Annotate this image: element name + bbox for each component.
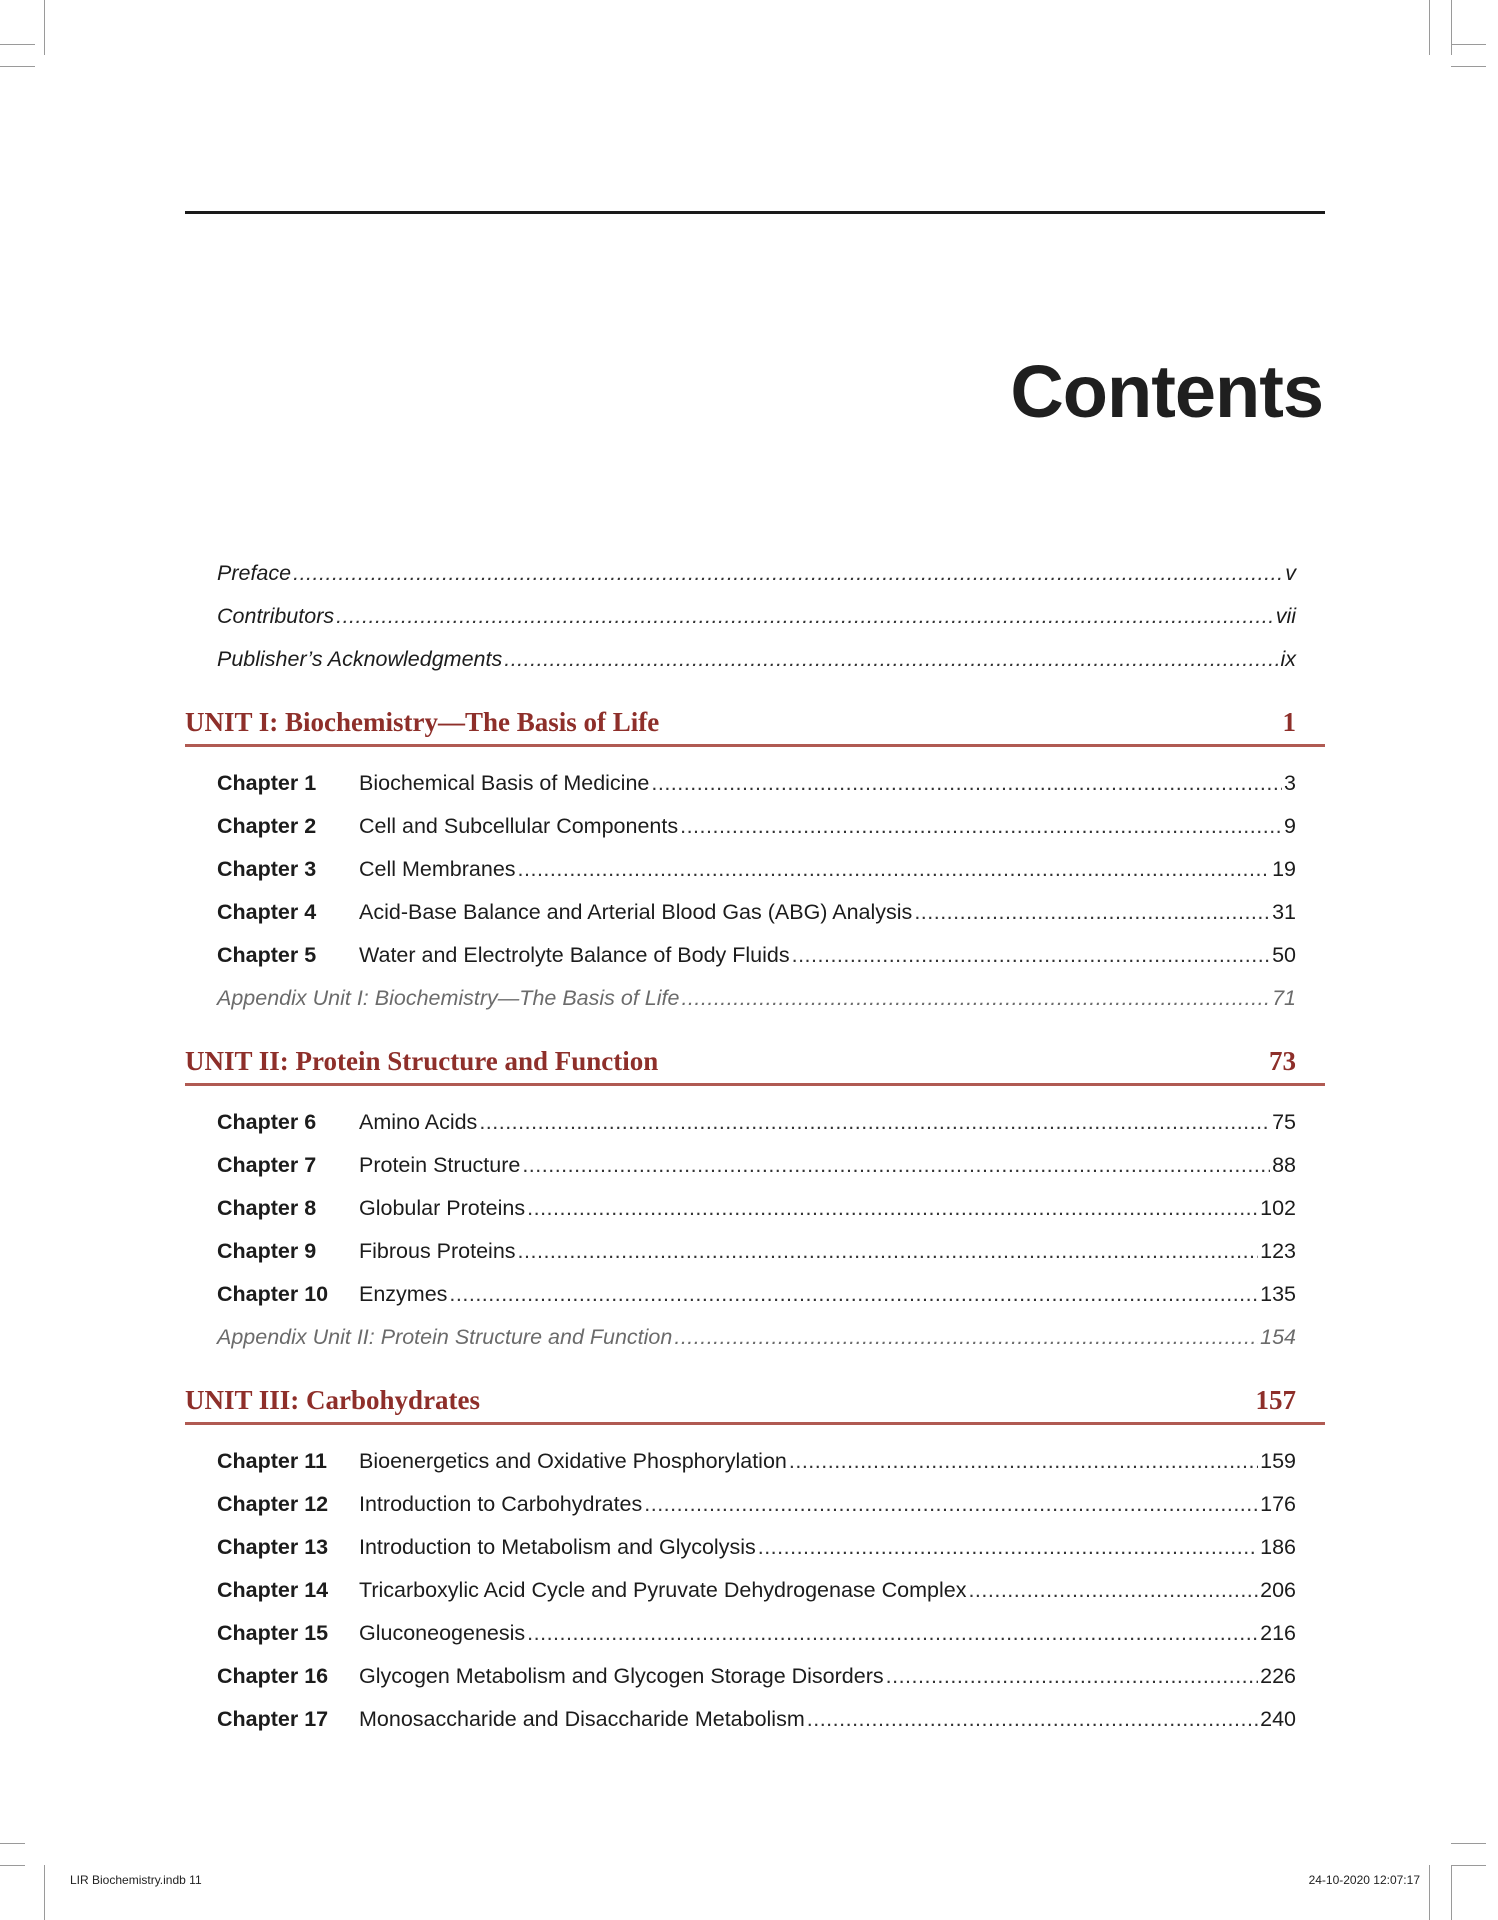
leader-dots (807, 1698, 1258, 1741)
leader-dots (527, 1187, 1258, 1230)
chapter-entry[interactable] (185, 1569, 1325, 1612)
chapter-page: 50 (1272, 943, 1296, 967)
leader-dots (968, 1569, 1258, 1612)
crop-mark (1451, 0, 1452, 55)
chapter-entry[interactable] (185, 1144, 1325, 1187)
unit-title: UNIT III: Carbohydrates (185, 1385, 481, 1415)
chapter-number: Chapter 2 (217, 814, 317, 838)
chapter-title: Protein Structure (359, 1153, 521, 1177)
chapter-page: 88 (1272, 1153, 1296, 1177)
chapter-title: Biochemical Basis of Medicine (359, 771, 650, 795)
crop-mark (1429, 1865, 1430, 1920)
unit-page: 157 (1255, 1385, 1296, 1415)
chapter-number: Chapter 5 (217, 943, 317, 967)
footer-file-info: LIR Biochemistry.indb 11 (70, 1873, 202, 1887)
footer-timestamp: 24-10-2020 12:07:17 (1308, 1873, 1420, 1887)
leader-dots (522, 1144, 1270, 1187)
crop-mark (1429, 0, 1430, 55)
chapter-page: 206 (1260, 1578, 1296, 1602)
chapter-title: Monosaccharide and Disaccharide Metabolism (359, 1707, 805, 1731)
page-title: Contents (1010, 350, 1323, 433)
chapter-entry[interactable] (185, 805, 1325, 848)
chapter-number: Chapter 13 (217, 1535, 329, 1559)
chapter-title: Enzymes (359, 1282, 448, 1306)
crop-mark (0, 66, 35, 67)
leader-dots (651, 762, 1282, 805)
chapter-number: Chapter 12 (217, 1492, 329, 1516)
leader-dots (789, 1440, 1258, 1483)
chapter-entry[interactable] (185, 1526, 1325, 1569)
chapter-title: Globular Proteins (359, 1196, 526, 1220)
chapter-entry[interactable] (185, 934, 1325, 977)
chapter-title: Acid-Base Balance and Arterial Blood Gas (ABG) Analysis (359, 900, 913, 924)
unit-heading[interactable] (185, 700, 1325, 747)
unit-page: 73 (1269, 1046, 1296, 1076)
chapter-entry[interactable] (185, 1483, 1325, 1526)
chapter-entry[interactable] (185, 1612, 1325, 1655)
chapter-entry[interactable] (185, 762, 1325, 805)
entry-page: ix (1280, 647, 1296, 671)
toc-entry-preface[interactable] (185, 552, 1325, 595)
crop-mark (1451, 66, 1486, 67)
chapter-page: 135 (1260, 1282, 1296, 1306)
chapter-page: 123 (1260, 1239, 1296, 1263)
chapter-number: Chapter 7 (217, 1153, 317, 1177)
crop-mark (1451, 1865, 1486, 1866)
leader-dots (644, 1483, 1258, 1526)
crop-mark (1451, 1865, 1452, 1920)
table-of-contents (185, 552, 1325, 1741)
chapter-title: Amino Acids (359, 1110, 478, 1134)
leader-dots (479, 1101, 1270, 1144)
leader-dots (518, 1230, 1259, 1273)
entry-title: Publisher’s Acknowledgments (217, 647, 503, 671)
chapter-page: 75 (1272, 1110, 1296, 1134)
unit-heading[interactable] (185, 1378, 1325, 1425)
unit-heading[interactable] (185, 1039, 1325, 1086)
unit-title: UNIT II: Protein Structure and Function (185, 1046, 659, 1076)
leader-dots (914, 891, 1270, 934)
leader-dots (504, 638, 1278, 681)
chapter-number: Chapter 14 (217, 1578, 329, 1602)
leader-dots (758, 1526, 1258, 1569)
leader-dots (792, 934, 1270, 977)
entry-title: Preface (217, 561, 292, 585)
chapter-number: Chapter 10 (217, 1282, 329, 1306)
leader-dots (681, 977, 1270, 1020)
chapter-number: Chapter 6 (217, 1110, 317, 1134)
appendix-page: 71 (1272, 986, 1296, 1010)
chapter-entry[interactable] (185, 1101, 1325, 1144)
chapter-entry[interactable] (185, 1187, 1325, 1230)
chapter-page: 216 (1260, 1621, 1296, 1645)
chapter-title: Cell and Subcellular Components (359, 814, 679, 838)
chapter-title: Gluconeogenesis (359, 1621, 526, 1645)
appendix-title: Appendix Unit II: Protein Structure and Function (217, 1325, 673, 1349)
chapter-number: Chapter 4 (217, 900, 317, 924)
crop-mark (1451, 44, 1486, 45)
entry-page: v (1285, 561, 1296, 585)
chapter-number: Chapter 8 (217, 1196, 317, 1220)
leader-dots (449, 1273, 1258, 1316)
chapter-entry[interactable] (185, 891, 1325, 934)
crop-mark (0, 1865, 25, 1866)
chapter-page: 186 (1260, 1535, 1296, 1559)
chapter-title: Fibrous Proteins (359, 1239, 516, 1263)
appendix-entry[interactable] (185, 977, 1325, 1020)
leader-dots (886, 1655, 1259, 1698)
chapter-number: Chapter 1 (217, 771, 317, 795)
chapter-title: Water and Electrolyte Balance of Body Fluids (359, 943, 790, 967)
chapter-title: Tricarboxylic Acid Cycle and Pyruvate Dehydrogenase Complex (359, 1578, 967, 1602)
chapter-entry[interactable] (185, 1230, 1325, 1273)
unit-title: UNIT I: Biochemistry—The Basis of Life (185, 707, 660, 737)
appendix-title: Appendix Unit I: Biochemistry—The Basis of Life (217, 986, 680, 1010)
chapter-page: 176 (1260, 1492, 1296, 1516)
chapter-entry[interactable] (185, 1273, 1325, 1316)
top-rule (185, 211, 1325, 214)
leader-dots (674, 1316, 1258, 1359)
chapter-page: 226 (1260, 1664, 1296, 1688)
leader-dots (518, 848, 1271, 891)
chapter-entry[interactable] (185, 1698, 1325, 1741)
leader-dots (527, 1612, 1258, 1655)
chapter-title: Bioenergetics and Oxidative Phosphorylation (359, 1449, 787, 1473)
crop-mark (0, 1843, 25, 1844)
chapter-number: Chapter 15 (217, 1621, 329, 1645)
chapter-title: Introduction to Carbohydrates (359, 1492, 643, 1516)
chapter-page: 159 (1260, 1449, 1296, 1473)
crop-mark (0, 44, 35, 45)
chapter-entry[interactable] (185, 1655, 1325, 1698)
chapter-page: 31 (1272, 900, 1296, 924)
chapter-page: 19 (1272, 857, 1296, 881)
crop-mark (44, 0, 45, 55)
crop-mark (44, 1865, 45, 1920)
chapter-page: 3 (1284, 771, 1296, 795)
chapter-number: Chapter 16 (217, 1664, 329, 1688)
chapter-number: Chapter 3 (217, 857, 317, 881)
toc-entry-acknowledgments[interactable] (185, 638, 1325, 681)
chapter-entry[interactable] (185, 848, 1325, 891)
chapter-title: Cell Membranes (359, 857, 516, 881)
chapter-number: Chapter 9 (217, 1239, 317, 1263)
entry-page: vii (1275, 604, 1296, 628)
chapter-page: 102 (1260, 1196, 1296, 1220)
entry-title: Contributors (217, 604, 335, 628)
chapter-page: 9 (1284, 814, 1296, 838)
appendix-entry[interactable] (185, 1316, 1325, 1359)
crop-mark (1451, 1843, 1486, 1844)
appendix-page: 154 (1260, 1325, 1296, 1349)
unit-page: 1 (1282, 707, 1296, 737)
chapter-title: Introduction to Metabolism and Glycolysis (359, 1535, 756, 1559)
toc-entry-contributors[interactable] (185, 595, 1325, 638)
leader-dots (293, 552, 1283, 595)
leader-dots (336, 595, 1274, 638)
leader-dots (680, 805, 1282, 848)
chapter-number: Chapter 17 (217, 1707, 329, 1731)
chapter-entry[interactable] (185, 1440, 1325, 1483)
chapter-number: Chapter 11 (217, 1449, 327, 1473)
chapter-title: Glycogen Metabolism and Glycogen Storage Disorders (359, 1664, 884, 1688)
chapter-page: 240 (1260, 1707, 1296, 1731)
